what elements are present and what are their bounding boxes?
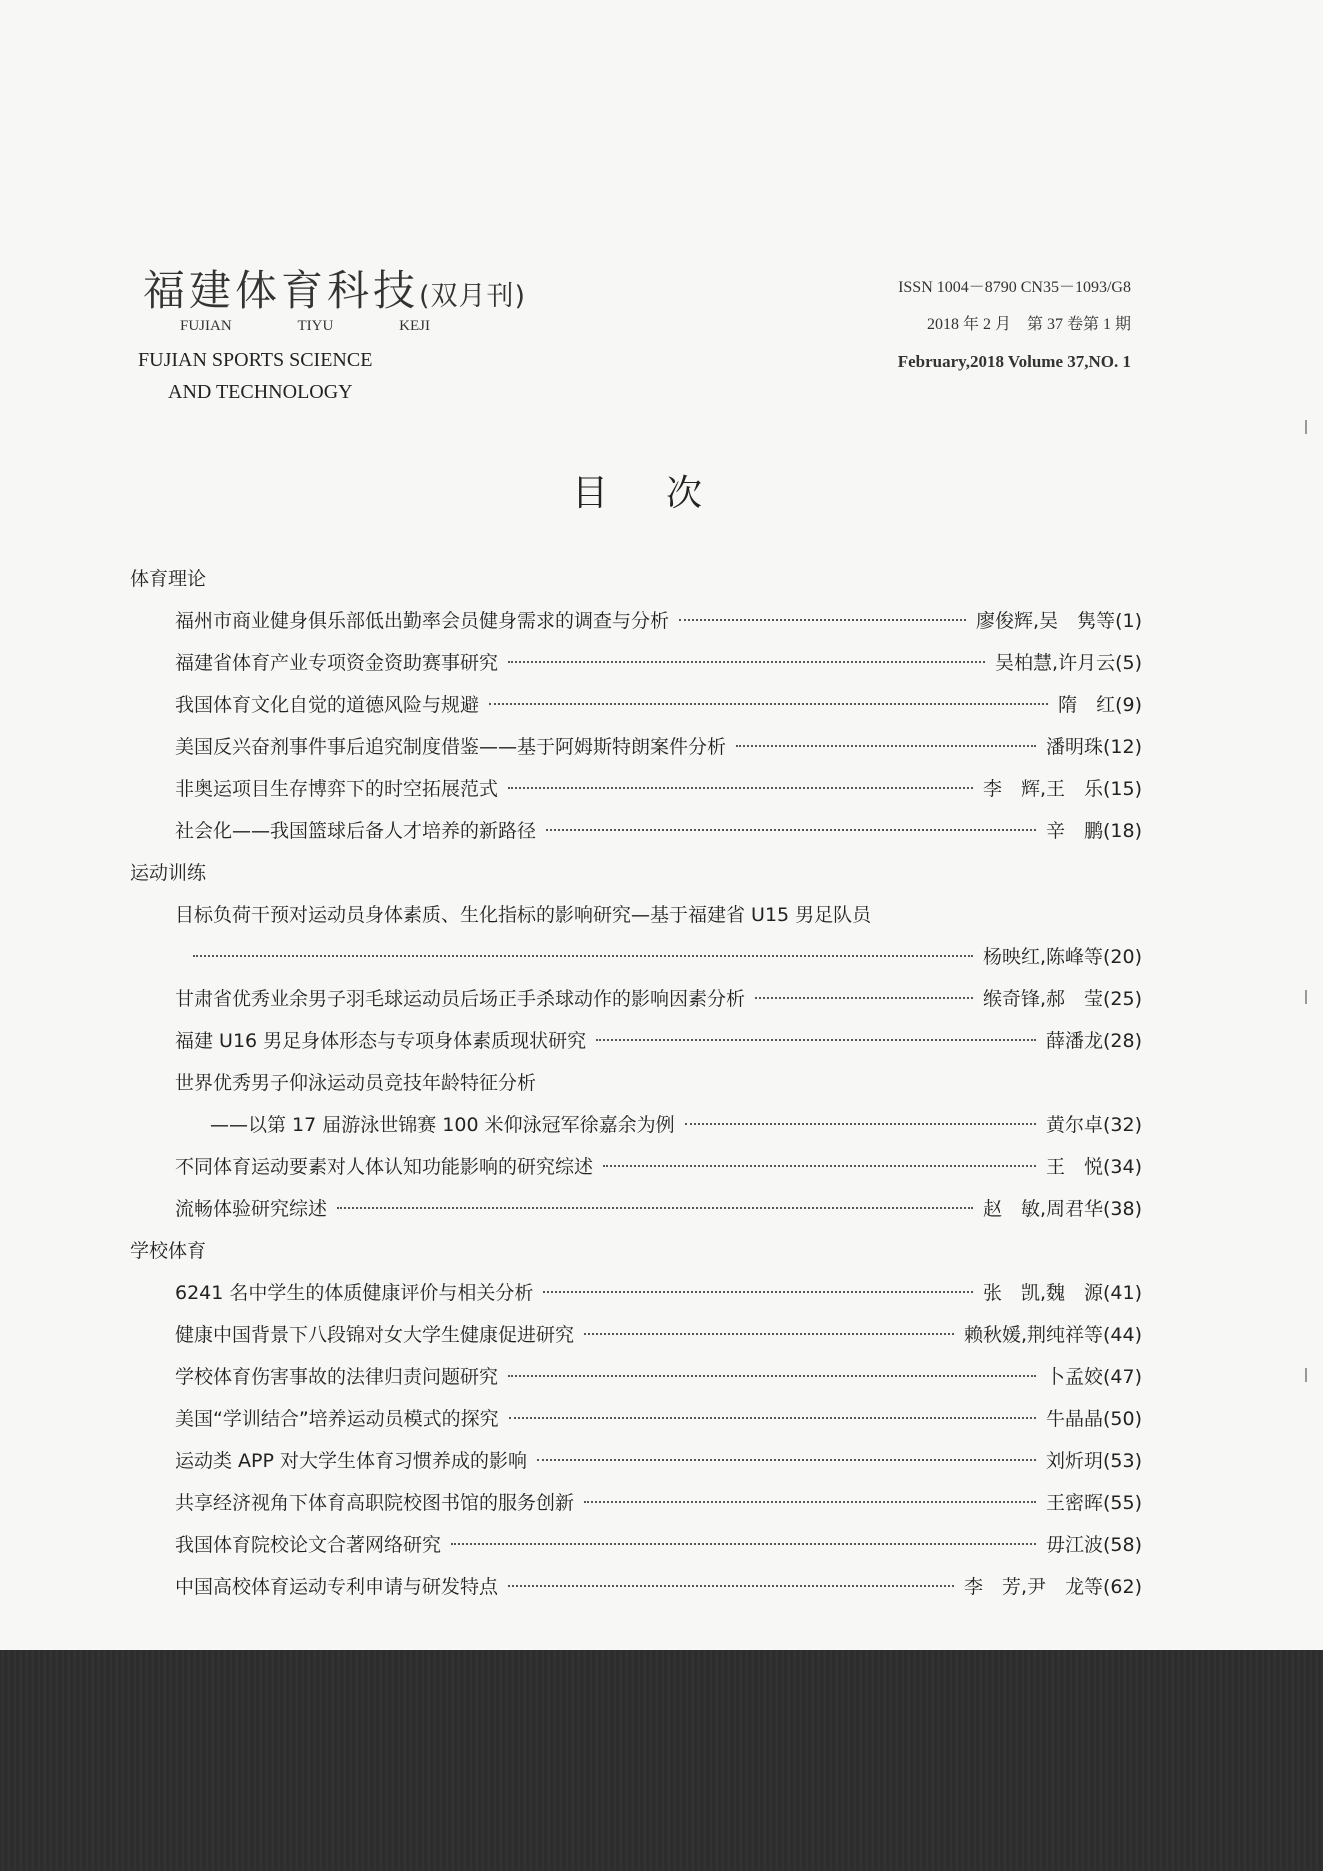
toc-entry[interactable] [130,1188,1142,1230]
entry-author: 赖秋媛,荆纯祥等 [963,1324,1103,1346]
scan-artifact [1305,1368,1313,1382]
entry-title: 福建省体育产业专项资金资助赛事研究 [175,652,499,674]
entry-page: (53) [1102,1450,1142,1472]
dot-leader [337,1207,973,1209]
entry-title: 共享经济视角下体育高职院校图书馆的服务创新 [175,1492,575,1514]
journal-name-cn: 福建体育科技 [143,266,420,315]
dark-bottom-band [0,1650,1323,1871]
journal-title-en [138,344,372,408]
journal-title-cn [143,258,526,318]
entry-page: (32) [1102,1114,1142,1136]
toc-entry[interactable] [130,1146,1142,1188]
entry-title: 运动类 APP 对大学生体育习惯养成的影响 [175,1450,527,1472]
entry-author: 辛 鹏 [1045,820,1103,842]
section-heading: 学校体育 [130,1240,207,1262]
entry-page: (41) [1102,1282,1142,1304]
dot-leader [489,703,1048,705]
journal-en-line: FUJIAN SPORTS SCIENCE [138,349,373,371]
toc-title: 目次 [572,473,761,514]
entry-author: 杨映红,陈峰等 [982,946,1103,968]
entry-title: 福州市商业健身俱乐部低出勤率会员健身需求的调查与分析 [175,610,670,632]
entry-author: 李 辉,王 乐 [982,778,1103,800]
toc-entry[interactable] [130,768,1142,810]
dot-leader [685,1123,1036,1125]
section-heading: 运动训练 [130,862,207,884]
table-of-contents [130,558,1142,1608]
entry-title: 福建 U16 男足身体形态与专项身体素质现状研究 [175,1030,587,1052]
entry-title: 甘肃省优秀业余男子羽毛球运动员后场正手杀球动作的影响因素分析 [175,988,746,1010]
journal-pinyin [180,318,430,335]
toc-entry[interactable] [130,1440,1142,1482]
entry-page: (12) [1102,736,1142,758]
toc-entry[interactable] [130,936,1142,978]
entry-title: 流畅体验研究综述 [175,1198,328,1220]
toc-entry[interactable] [130,1398,1142,1440]
toc-entry[interactable] [130,1524,1142,1566]
entry-author: 王 悦 [1045,1156,1103,1178]
toc-entry[interactable] [130,684,1142,726]
entry-page: (44) [1102,1324,1142,1346]
dot-leader [679,619,966,621]
toc-entry[interactable] [130,1272,1142,1314]
entry-author: 赵 敏,周君华 [982,1198,1103,1220]
pinyin-word: KEJI [399,318,430,334]
dot-leader [546,829,1036,831]
toc-entry[interactable] [130,810,1142,852]
dot-leader [508,787,973,789]
entry-author: 潘明珠 [1045,736,1103,758]
entry-author: 毋江波 [1045,1534,1103,1556]
dot-leader [603,1165,1036,1167]
entry-title: 6241 名中学生的体质健康评价与相关分析 [175,1282,534,1304]
entry-page: (34) [1102,1156,1142,1178]
entry-title: 我国体育院校论文合著网络研究 [175,1534,442,1556]
toc-entry[interactable] [130,1020,1142,1062]
entry-subtitle: ——以第 17 届游泳世锦赛 100 米仰泳冠军徐嘉余为例 [210,1114,675,1136]
dot-leader [193,955,973,957]
entry-title[interactable]: 世界优秀男子仰泳运动员竞技年龄特征分析 [175,1072,537,1094]
dot-leader [584,1333,954,1335]
dot-leader [736,745,1036,747]
entry-page: (38) [1102,1198,1142,1220]
toc-entry[interactable] [130,1104,1142,1146]
entry-author: 张 凯,魏 源 [982,1282,1103,1304]
toc-entry[interactable] [130,1356,1142,1398]
entry-author: 卜孟姣 [1045,1366,1103,1388]
dot-leader [508,1585,954,1587]
entry-author: 隋 红 [1058,694,1116,716]
entry-page: (47) [1102,1366,1142,1388]
entry-title: 我国体育文化自觉的道德风险与规避 [175,694,480,716]
entry-page: (25) [1102,988,1142,1010]
toc-entry[interactable] [130,1482,1142,1524]
dot-leader [584,1501,1036,1503]
entry-author: 缑奇锋,郝 莹 [982,988,1103,1010]
issn-line: ISSN 1004－8790 CN35－1093/G8 [898,279,1131,296]
toc-entry[interactable] [130,1566,1142,1608]
entry-page: (15) [1102,778,1142,800]
entry-author: 黄尔卓 [1045,1114,1103,1136]
entry-page: (58) [1102,1534,1142,1556]
dot-leader [596,1039,1036,1041]
entry-page: (5) [1115,652,1142,674]
issue-date-en: February,2018 Volume 37,NO. 1 [897,352,1131,371]
entry-title: 中国高校体育运动专利申请与研发特点 [175,1576,499,1598]
entry-title[interactable]: 目标负荷干预对运动员身体素质、生化指标的影响研究—基于福建省 U15 男足队员 [175,904,872,926]
dot-leader [755,997,973,999]
entry-title: 非奥运项目生存博弈下的时空拓展范式 [175,778,499,800]
journal-frequency: (双月刊) [419,281,527,312]
toc-entry[interactable] [130,642,1142,684]
dot-leader [451,1543,1036,1545]
entry-title: 学校体育伤害事故的法律归责问题研究 [175,1366,499,1388]
entry-author: 牛晶晶 [1045,1408,1103,1430]
entry-author: 王密晖 [1045,1492,1103,1514]
dot-leader [508,661,985,663]
dot-leader [537,1459,1036,1461]
entry-page: (1) [1115,610,1142,632]
entry-author: 廖俊辉,吴 隽等 [976,610,1116,632]
entry-author: 李 芳,尹 龙等 [963,1576,1103,1598]
toc-entry[interactable] [130,600,1142,642]
entry-title: 不同体育运动要素对人体认知功能影响的研究综述 [175,1156,594,1178]
dot-leader [543,1291,973,1293]
pinyin-word: TIYU [297,318,334,334]
toc-entry[interactable] [130,1314,1142,1356]
issue-date-cn: 2018 年 2 月 第 37 卷第 1 期 [926,316,1131,333]
scan-artifact [1305,990,1313,1004]
dot-leader [508,1375,1036,1377]
entry-page: (20) [1102,946,1142,968]
journal-en-line: AND TECHNOLOGY [168,381,353,403]
entry-title: 美国“学训结合”培养运动员模式的探究 [175,1408,499,1430]
entry-title: 美国反兴奋剂事件事后追究制度借鉴——基于阿姆斯特朗案件分析 [175,736,727,758]
entry-page: (50) [1102,1408,1142,1430]
issue-info [898,278,1131,389]
entry-author: 薛潘龙 [1045,1030,1103,1052]
scan-artifact [1305,420,1313,434]
pinyin-word: FUJIAN [180,318,232,334]
entry-page: (18) [1102,820,1142,842]
section-heading: 体育理论 [130,568,207,590]
entry-title: 社会化——我国篮球后备人才培养的新路径 [175,820,537,842]
dot-leader [509,1417,1036,1419]
entry-page: (9) [1115,694,1142,716]
entry-author: 吴柏慧,许月云 [995,652,1116,674]
entry-page: (62) [1102,1576,1142,1598]
entry-title: 健康中国背景下八段锦对女大学生健康促进研究 [175,1324,575,1346]
toc-entry[interactable] [130,726,1142,768]
entry-author: 刘炘玥 [1045,1450,1103,1472]
entry-page: (55) [1102,1492,1142,1514]
toc-entry[interactable] [130,978,1142,1020]
entry-page: (28) [1102,1030,1142,1052]
